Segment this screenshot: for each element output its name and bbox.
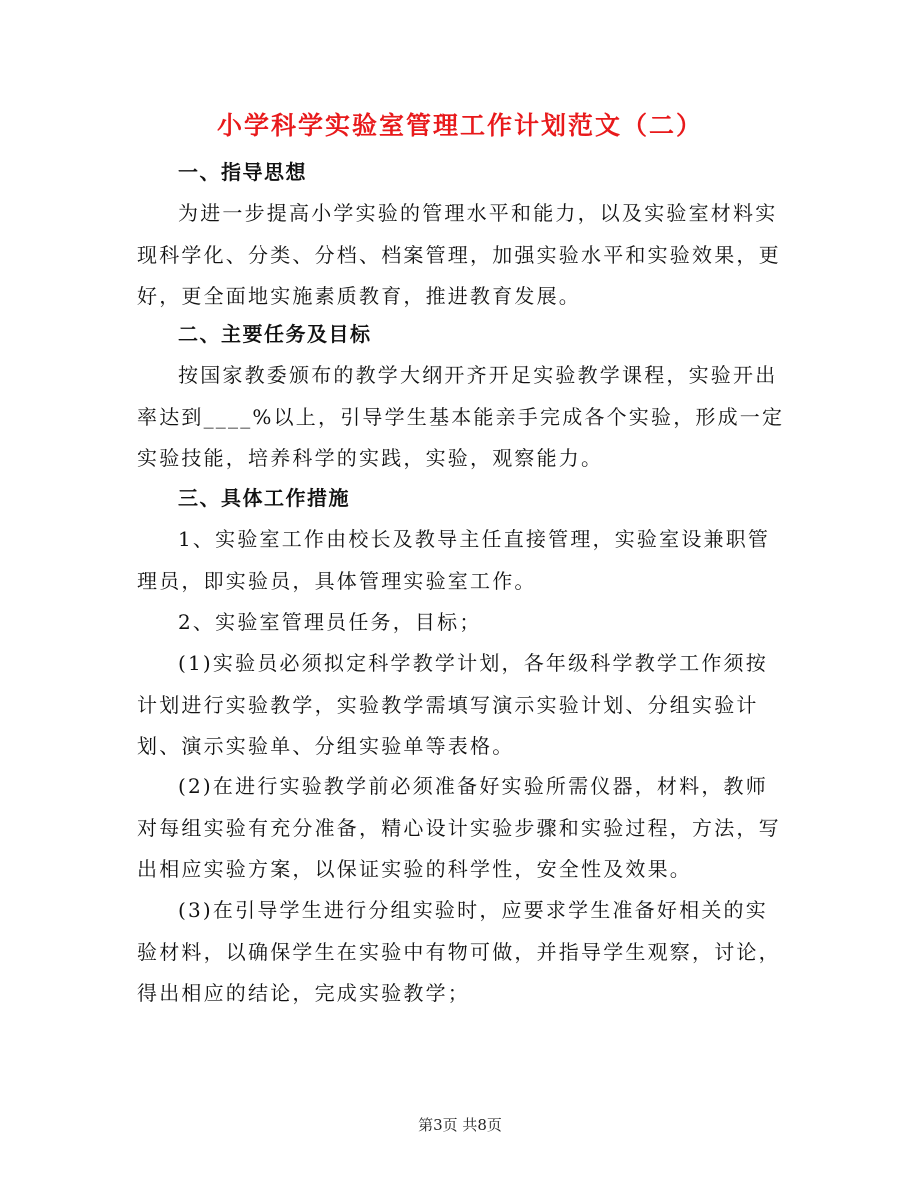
section-heading-main-tasks: 二、主要任务及目标 [178,322,372,346]
page-title: 小学科学实验室管理工作计划范文（二） [216,111,703,140]
page-number: 第3页 共8页 [418,1116,502,1134]
paragraph-measure-1: 1、实验室工作由校长及教导主任直接管理，实验室设兼职管理员，即实验员，具体管理实验室工作。 [137,527,771,593]
paragraph-guiding-thought: 为进一步提高小学实验的管理水平和能力，以及实验室材料实现科学化、分类、分档、档案管理，加强实验水平和实验效果，更好，更全面地实施素质教育，推进教育发展。 [137,201,781,308]
paragraph-measure-2: 2、实验室管理员任务，目标； [178,610,482,634]
paragraph-item-2: (2)在进行实验教学前必须准备好实验所需仪器，材料，教师对每组实验有充分准备，精心设计实验步骤和实验过程，方法，写出相应实验方案，以保证实验的科学性，安全性及效果。 [137,774,781,881]
section-heading-measures: 三、具体工作措施 [178,486,350,510]
paragraph-item-1: (1)实验员必须拟定科学教学计划，各年级科学教学工作须按计划进行实验教学，实验教学需填写演示实验计划、分组实验计划、演示实验单、分组实验单等表格。 [137,651,768,758]
section-heading-guiding-thought: 一、指导思想 [178,160,307,184]
paragraph-item-3: (3)在引导学生进行分组实验时，应要求学生准备好相关的实验材料，以确保学生在实验中有物可做，并指导学生观察，讨论，得出相应的结论，完成实验教学； [137,898,781,1005]
paragraph-main-tasks: 按国家教委颁布的教学大纲开齐开足实验教学课程，实验开出率达到____%以上，引导学生基本能亲手完成各个实验，形成一定实验技能，培养科学的实践，实验，观察能力。 [137,363,785,470]
